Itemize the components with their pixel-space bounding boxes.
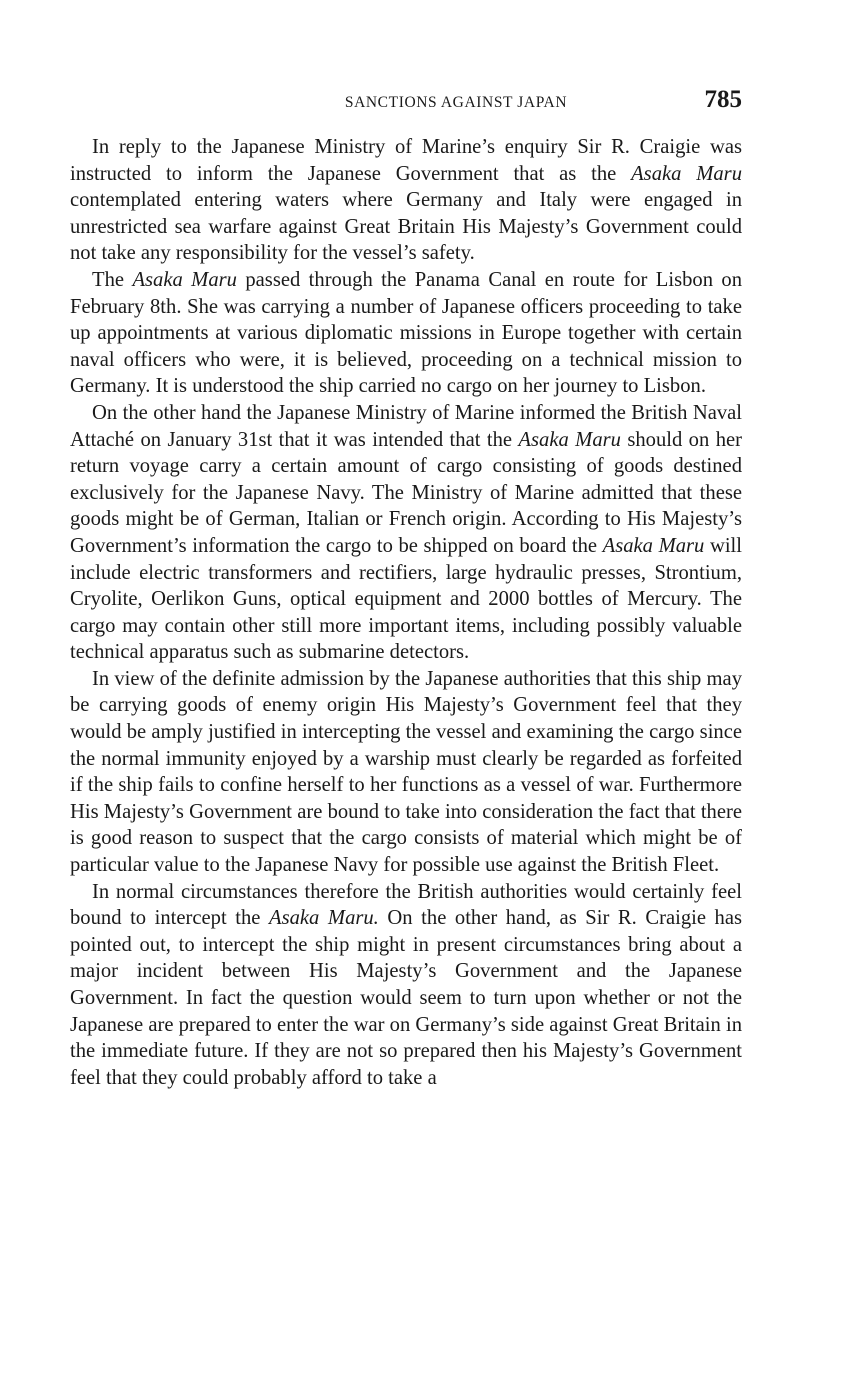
text-segment: In view of the definite admission by the Japanese authorities that this ship may be carrying goods of enemy origin His Majesty’s Government feel that they would be amply justified in intercepting the vessel and examining the cargo since the normal immunity enjoyed by a warship must clearly be regarded as forfeited if the ship fails to confine herself to her functions as a vessel of war. Furthermore His Majesty’s Government are bound to take into consideration the fact that there is good reason to suspect that the cargo consists of material which might be of particular value to the Japanese Navy for possible use against the British Fleet. xyxy=(70,667,742,877)
paragraph xyxy=(70,879,742,1092)
text-segment: In reply to the Japanese Ministry of Marine’s enquiry Sir R. Craigie was instructed to inform the Japanese Government that as the xyxy=(70,136,742,185)
running-title: SANCTIONS AGAINST JAPAN xyxy=(344,94,568,111)
ship-name: Asaka Maru. xyxy=(269,907,379,930)
ship-name: Asaka Maru xyxy=(602,534,705,557)
text-segment: On the other hand the Japanese Ministry of Marine informed the British Naval Attaché on January 31st that it was intended that the xyxy=(70,401,742,451)
text-segment: passed through the Panama Canal en route for Lisbon on February 8th. She was carrying a number of Japanese officers proceeding to take up appointments at various diplomatic missions in Europe together with certain naval officers who were, it is believed, proceeding on a technical mission to Germany. It is understood the ship carried no cargo on her journey to Lisbon. xyxy=(70,268,742,398)
text-segment: contemplated entering waters where Germany and Italy were engaged in unrestricted sea warfare against Great Britain His Majesty’s Government could not take any responsibility for the vessel’s safety. xyxy=(70,189,742,265)
document-page xyxy=(70,86,742,1091)
text-segment: will include electric transformers and rectifiers, large hydraulic presses, Strontium, Cryolite, Oerlikon Guns, optical equipment and 2000 bottles of Mercury. The cargo may contain other still more important items, including possibly valuable technical apparatus such as submarine detectors. xyxy=(70,534,742,664)
paragraph xyxy=(70,134,742,267)
text-segment: The xyxy=(92,268,133,291)
text-segment: On the other hand, as Sir R. Craigie has pointed out, to intercept the ship might in present circumstances bring about a major incident between His Majesty’s Government and the Japanese Government. In fact the question would seem to turn upon whether or not the Japanese are prepared to enter the war on Germany’s side against Great Britain in the immediate future. If they are not so prepared then his Majesty’s Government feel that they could probably afford to take a xyxy=(70,907,743,1089)
ship-name: Asaka Maru xyxy=(631,162,742,185)
body-text xyxy=(70,134,742,1091)
page-number: 785 xyxy=(704,86,742,113)
paragraph xyxy=(70,267,742,400)
running-header xyxy=(70,86,742,122)
paragraph xyxy=(70,666,742,879)
ship-name: Asaka Maru xyxy=(518,428,621,451)
text-segment: should on her return voyage carry a certain amount of cargo consisting of goods destined exclusively for the Japanese Navy. The Ministry of Marine admitted that these goods might be of German, Italian or French origin. According to His Majesty’s Government’s information the cargo to be shipped on board the xyxy=(70,428,742,557)
ship-name: Asaka Maru xyxy=(132,268,237,291)
text-segment: In normal circumstances therefore the British authorities would certainly feel bound to intercept the xyxy=(70,880,742,930)
paragraph xyxy=(70,400,742,666)
